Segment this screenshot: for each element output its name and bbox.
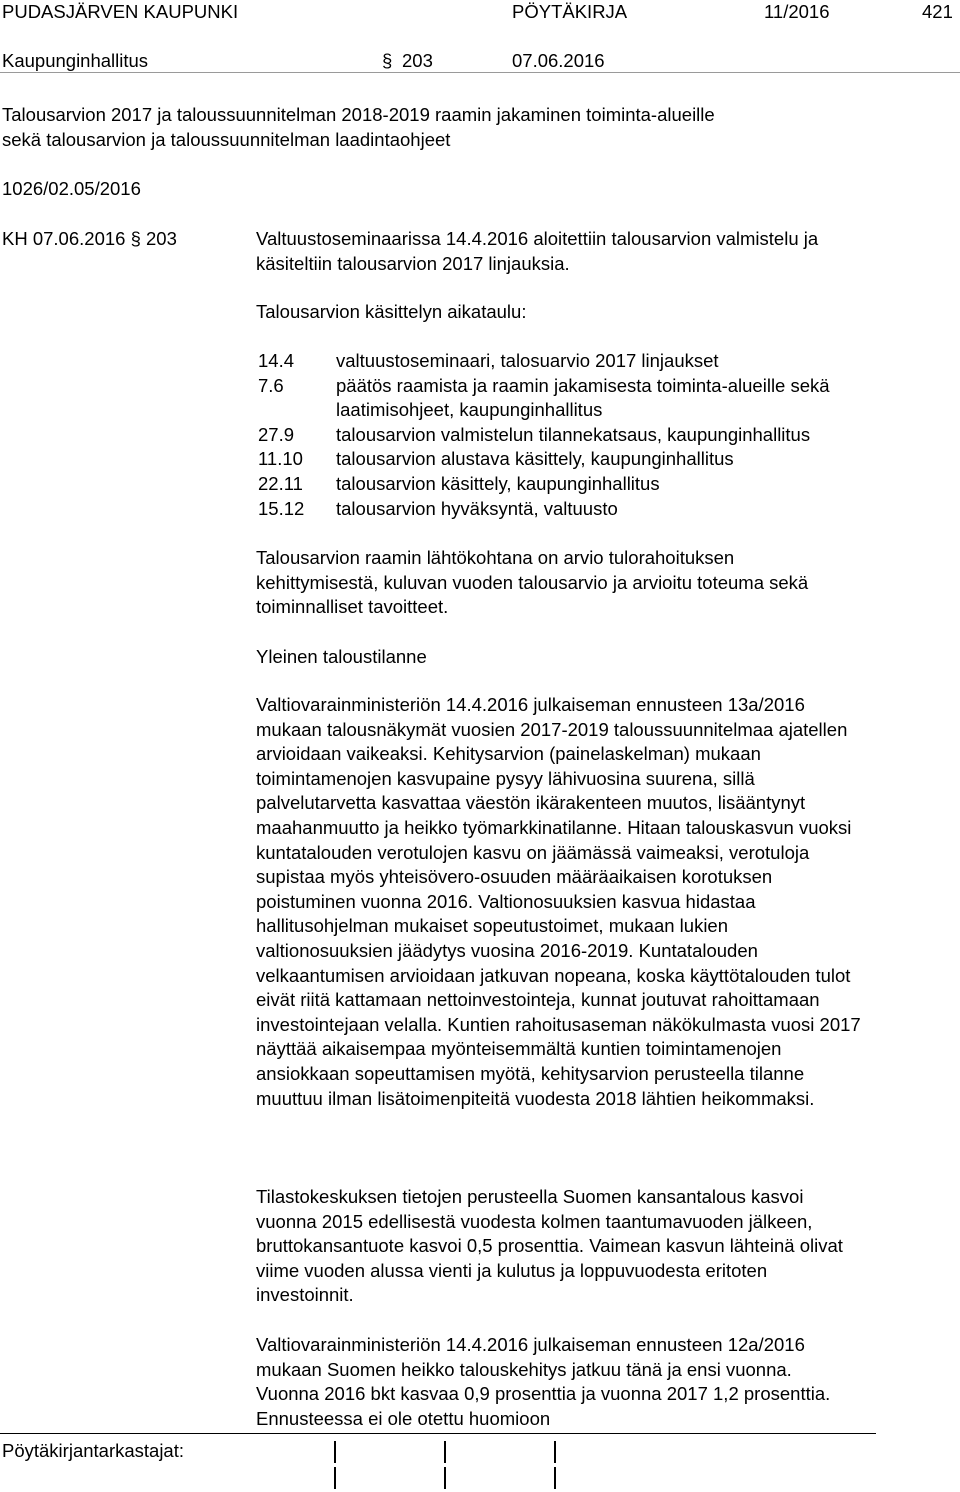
item-title-line-1: Talousarvion 2017 ja taloussuunnitelman 2018-2019 raamin jakaminen toiminta-alueille: [2, 104, 715, 125]
statistics-text: Tilastokeskuksen tietojen perusteella Suomen kansantalous kasvoi vuonna 2015 edellisestä vuodesta kolmen taantumavuoden jälkeen, bruttokansantuote kasvoi 0,5 prosenttia. Vaimean kasvun lähteinä olivat viime vuoden alussa vienti ja kulutus ja loppuvuodesta eritoten investoinnit.: [256, 1186, 843, 1306]
schedule-text: talousarvion käsittely, kaupunginhallitus: [336, 472, 660, 494]
schedule-text: talousarvion valmistelun tilannekatsaus, kaupunginhallitus: [336, 423, 811, 445]
footer-label: Pöytäkirjantarkastajat:: [2, 1440, 185, 1461]
schedule-date: 7.6: [258, 374, 284, 396]
schedule-text: talousarvion alustava käsittely, kaupunginhallitus: [336, 448, 734, 470]
intro-paragraph: [256, 227, 876, 276]
header-divider: [0, 72, 960, 73]
signature-box-divider: [554, 1441, 556, 1463]
schedule-date: 15.12: [258, 497, 305, 519]
item-title-line-2: sekä talousarvion ja taloussuunnitelman laadintaohjeet: [2, 129, 451, 150]
schedule-heading-text: Talousarvion käsittelyn aikataulu:: [256, 301, 527, 322]
section-icon: §: [382, 50, 393, 71]
header-section-number: 203: [402, 50, 433, 71]
schedule-row: [258, 423, 898, 448]
diary-number: 1026/02.05/2016: [2, 178, 141, 199]
header-org: PUDASJÄRVEN KAUPUNKI: [2, 1, 239, 22]
ministry-1-text: Valtiovarainministeriön 14.4.2016 julkaiseman ennusteen 13a/2016 mukaan talousnäkymät vuosien 2017-2019 taloussuunnitelmaa ajatellen arvioidaan vaikeaksi. Kehitysarvion (painelaskelman) mukaan toimintamenojen kasvupaine pysyy lähivuosina suurena, sillä palvelutarvetta kasvattaa väestön ikärakenteen muutos, lisääntynyt maahanmuutto ja heikko työmarkkinatilanne. Hitaan talouskasvun vuoksi kuntatalouden verotulojen kasvu on jäämässä vaimeaksi, verotuloja supistaa myös yhteisövero-osuuden määräaikaisen korotuksen poistuminen vuonna 2016. Valtionosuuksien kasvua hidastaa hallitusohjelman mukaiset sopeutustoimet, mukaan lukien valtionosuuksien jäädytys vuosina 2016-2019. Kuntatalouden velkaantumisen arvioidaan jatkuvan nopeana, koska käyttötalouden tulot eivät riitä kattamaan nettoinvestointeja, kunnat joutuvat rahoittamaan investointejaan velalla. Kuntien rahoitusaseman näkökulmasta vuosi 2017 näyttää aikaisempaa myönteisemmältä kuntien toimintamenojen ansiokkaan sopeuttamisen myötä, kehitysarvion perusteella tilanne muuttuu ilman lisätoimenpiteitä vuodesta 2018 lähtien heikommaksi.: [256, 694, 861, 1109]
schedule-date: 11.10: [258, 448, 303, 470]
kh-reference: KH 07.06.2016 § 203: [2, 228, 177, 249]
schedule-row: [258, 447, 898, 472]
footer-divider: [0, 1433, 876, 1434]
header-page-number: 421: [922, 1, 953, 22]
schedule-text: päätös raamista ja raamin jakamisesta toiminta-alueille sekä laatimisohjeet, kaupunginhallitus: [336, 374, 830, 421]
basis-text: Talousarvion raamin lähtökohtana on arvio tulorahoituksen kehittymisestä, kuluvan vuoden talousarvio ja arvioitu toteuma sekä toiminnalliset tavoitteet.: [256, 547, 809, 618]
economy-subheading: [256, 645, 876, 670]
signature-box-divider: [334, 1467, 336, 1489]
schedule-text: talousarvion hyväksyntä, valtuusto: [336, 497, 618, 519]
schedule-row: [258, 349, 898, 374]
schedule-date: 27.9: [258, 423, 295, 445]
schedule-heading: [256, 300, 876, 325]
basis-paragraph: [256, 546, 846, 620]
header-doc-number: 11/2016: [764, 1, 830, 22]
header-date: 07.06.2016: [512, 50, 605, 71]
schedule-list: [258, 349, 898, 521]
statistics-paragraph: [256, 1185, 846, 1308]
signature-box-divider: [554, 1467, 556, 1489]
signature-box-divider: [444, 1441, 446, 1463]
signature-box-divider: [444, 1467, 446, 1489]
schedule-row: [258, 472, 898, 497]
intro-text: Valtuustoseminaarissa 14.4.2016 aloitettiin talousarvion valmistelu ja käsiteltiin talousarvion 2017 linjauksia.: [256, 228, 819, 274]
ministry-2-text: Valtiovarainministeriön 14.4.2016 julkaiseman ennusteen 12a/2016 mukaan Suomen heikko talouskehitys jatkuu tänä ja ensi vuonna. Vuonna 2016 bkt kasvaa 0,9 prosenttia ja vuonna 2017 1,2 prosenttia. Ennusteessa ei ole otettu huomioon: [256, 1334, 831, 1429]
schedule-text: valtuustoseminaari, talosuarvio 2017 linjaukset: [336, 350, 719, 371]
schedule-row: [258, 497, 898, 522]
header-body: Kaupunginhallitus: [2, 50, 149, 71]
signature-box-divider: [334, 1441, 336, 1463]
ministry-paragraph-2: [256, 1333, 856, 1431]
ministry-paragraph-1: [256, 693, 863, 1111]
header-doc-type: PÖYTÄKIRJA: [512, 1, 628, 22]
economy-subheading-text: Yleinen taloustilanne: [256, 646, 427, 667]
schedule-row: [258, 374, 898, 423]
schedule-date: 14.4: [258, 350, 295, 371]
schedule-date: 22.11: [258, 472, 303, 494]
